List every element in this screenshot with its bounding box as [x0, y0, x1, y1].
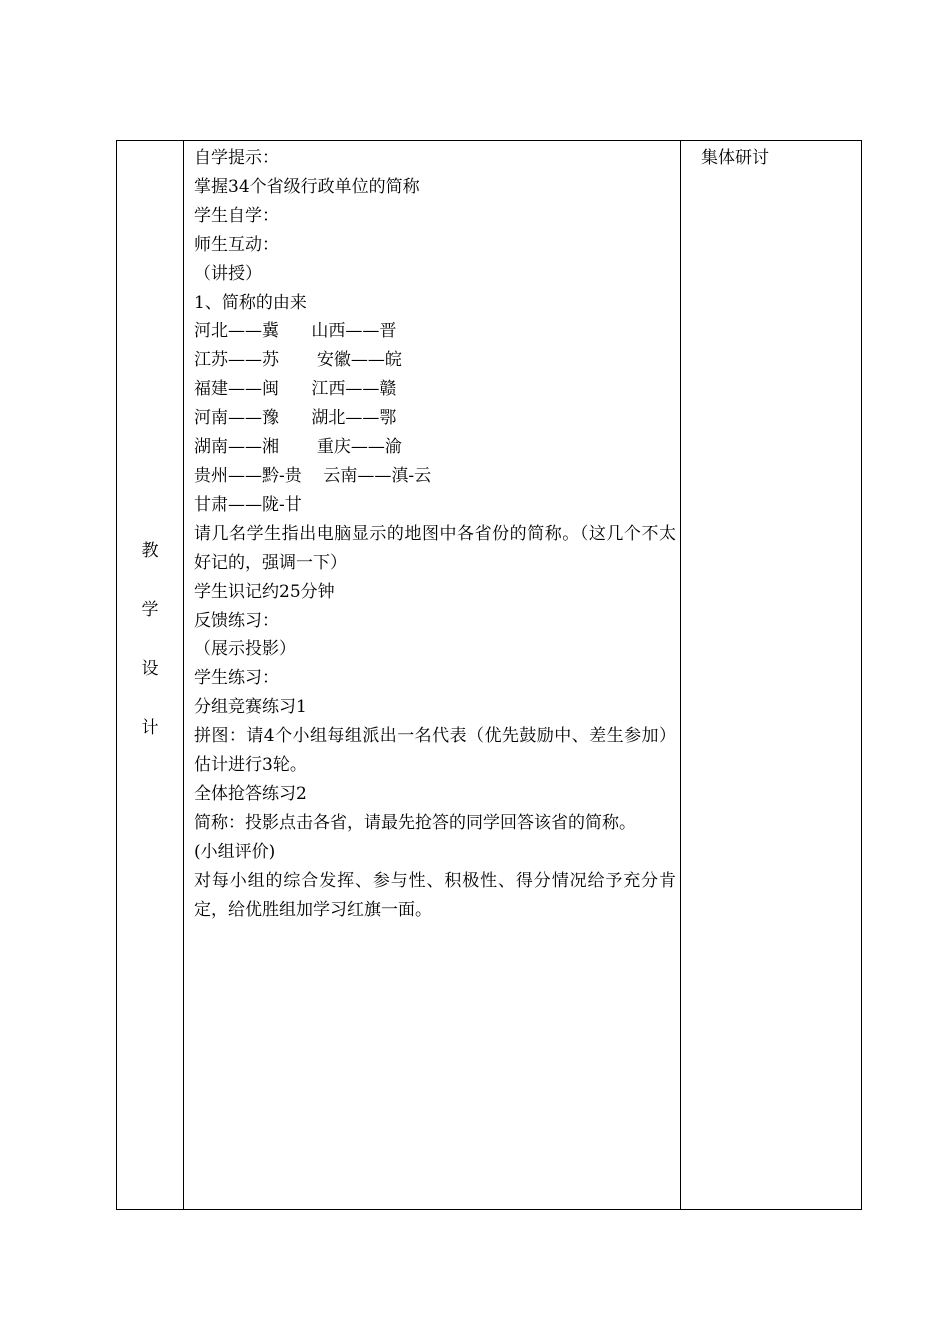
lesson-content: [194, 144, 676, 924]
content-line: 福建——闽 江西——赣: [194, 379, 397, 400]
content-line: 甘肃——陇-甘: [194, 494, 302, 515]
content-line: 分组竞赛练习1: [194, 697, 307, 718]
content-line: 对每小组的综合发挥、参与性、积极性、得分情况给予充分肯定，给优胜组加学习红旗一面。: [194, 870, 676, 920]
column-divider-left: [183, 141, 184, 1209]
content-line: 1、简称的由来: [194, 292, 307, 313]
content-line: 自学提示：: [194, 148, 279, 168]
content-line: （讲授）: [194, 263, 262, 284]
content-line: 河北——冀 山西——晋: [194, 321, 397, 342]
content-line: 学生识记约25分钟: [194, 581, 335, 602]
content-line: (小组评价): [194, 841, 276, 862]
section-label-char: 教: [141, 541, 159, 561]
content-line: 学生练习：: [194, 668, 279, 689]
content-line: 拼图：请4个小组每组派出一名代表（优先鼓励中、差生参加）估计进行3轮。: [194, 726, 676, 776]
content-line: 简称：投影点击各省，请最先抢答的同学回答该省的简称。: [194, 812, 636, 833]
content-line: 掌握34个省级行政单位的简称: [194, 176, 420, 197]
section-label-char: 计: [141, 718, 159, 738]
content-line: 贵州——黔-贵 云南——滇-云: [194, 465, 432, 486]
content-line: 反馈练习：: [194, 610, 279, 631]
content-line: （展示投影）: [194, 639, 296, 660]
content-line: 师生互动：: [194, 234, 279, 255]
content-line: 学生自学：: [194, 205, 279, 226]
content-line: 湖南——湘 重庆——渝: [194, 437, 402, 458]
content-line: 河南——豫 湖北——鄂: [194, 408, 397, 429]
column-divider-right: [680, 141, 681, 1209]
section-label-char: 设: [141, 659, 159, 679]
content-line: 江苏——苏 安徽——皖: [194, 350, 402, 371]
content-line: 请几名学生指出电脑显示的地图中各省份的简称。（这几个不太好记的，强调一下）: [194, 523, 676, 573]
content-line: 全体抢答练习2: [194, 783, 307, 804]
right-column-note: 集体研讨: [701, 148, 769, 168]
section-label: [117, 536, 183, 772]
lesson-table: [116, 140, 862, 1210]
section-label-char: 学: [141, 600, 159, 620]
